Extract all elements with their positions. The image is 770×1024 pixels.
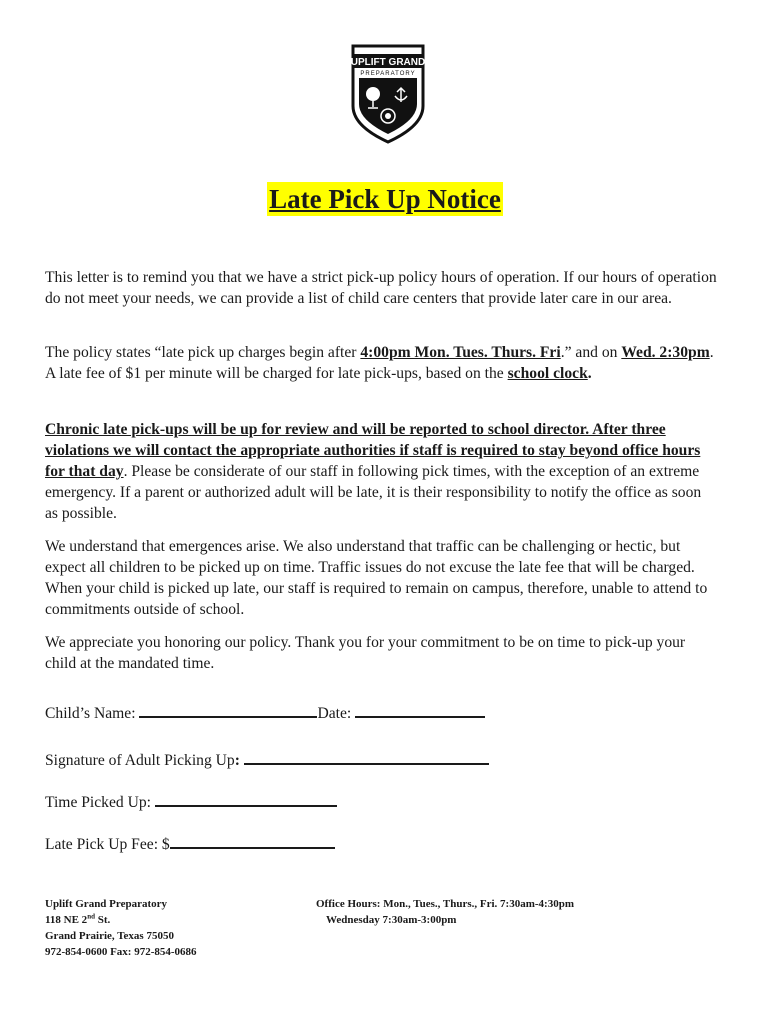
paragraph-policy-intro: This letter is to remind you that we have a strict pick-up policy hours of operation. If our hours of operation do not meet your needs, we can provide a list of child care centers that provide later care in our area.	[45, 269, 717, 307]
schedule-weekdays: 4:00pm Mon. Tues. Thurs. Fri	[360, 344, 561, 361]
page-title: Late Pick Up Notice	[269, 184, 501, 214]
footer-phone: 972-854-0600 Fax: 972-854-0686	[45, 946, 197, 958]
time-picked-up-row	[45, 790, 337, 813]
signature-field[interactable]	[244, 748, 489, 765]
time-picked-up-field[interactable]	[155, 790, 337, 807]
office-hours-weekdays: Office Hours: Mon., Tues., Thurs., Fri. 7:30am-4:30pm	[316, 898, 574, 910]
date-label: Date:	[317, 705, 356, 722]
child-name-row	[45, 701, 485, 724]
late-fee-label: Late Pick Up Fee: $	[45, 836, 170, 853]
footer-city: Grand Prairie, Texas 75050	[45, 930, 174, 942]
logo-name-line1: UPLIFT GRAND	[350, 57, 426, 68]
footer-office-hours	[316, 896, 574, 928]
signature-label: Signature of Adult Picking Up	[45, 752, 235, 769]
time-picked-up-label: Time Picked Up:	[45, 794, 155, 811]
late-fee-field[interactable]	[170, 832, 335, 849]
paragraph-appreciation: We appreciate you honoring our policy. Thank you for your commitment to be on time to pick-up your child at the mandated time.	[45, 634, 686, 672]
school-clock-term: school clock	[507, 365, 588, 382]
paragraph-policy-hours: The policy states “late pick up charges begin after 4:00pm Mon. Tues. Thurs. Fri.” and on Wed. 2:30pm. A late fee of $1 per minute will be charged for late pick-ups, based on the school clock.	[45, 344, 714, 382]
paragraph-emergencies: We understand that emergences arise. We also understand that traffic can be challenging or hectic, but expect all children to be picked up on time. Traffic issues do not excuse the late fee that will be charged. When your child is picked up late, our staff is required to remain on campus, therefore, unable to attend to commitments outside of school.	[45, 538, 708, 618]
schedule-wednesday: Wed. 2:30pm	[621, 344, 710, 361]
logo-name-line2: PREPARATORY	[360, 71, 416, 77]
child-name-field[interactable]	[139, 701, 317, 718]
footer-address	[45, 896, 197, 960]
signature-row: Signature of Adult Picking Up:	[45, 748, 489, 771]
paragraph-chronic-late: Chronic late pick-ups will be up for review and will be reported to school director. After three violations we will contact the appropriate authorities if staff is required to stay beyond office hours for that day. Please be considerate of our staff in following pick times, with the exception of an extreme emergency. If a parent or authorized adult will be late, it is their responsibility to notify the office as soon as possible.	[45, 421, 702, 522]
globe-icon	[366, 87, 380, 101]
office-hours-wednesday: Wednesday 7:30am-3:00pm	[326, 914, 457, 926]
footer-street: 118 NE 2nd St.	[45, 912, 111, 926]
date-field[interactable]	[355, 701, 485, 718]
child-name-label: Child’s Name:	[45, 705, 140, 722]
late-fee-row	[45, 832, 335, 855]
chronic-late-warning: Chronic late pick-ups will be up for review and will be reported to school director. After three violations we will contact the appropriate authorities if staff is required to stay beyond office hours for that day	[45, 421, 701, 480]
footer-school-name: Uplift Grand Preparatory	[45, 898, 168, 910]
school-logo	[349, 44, 427, 144]
